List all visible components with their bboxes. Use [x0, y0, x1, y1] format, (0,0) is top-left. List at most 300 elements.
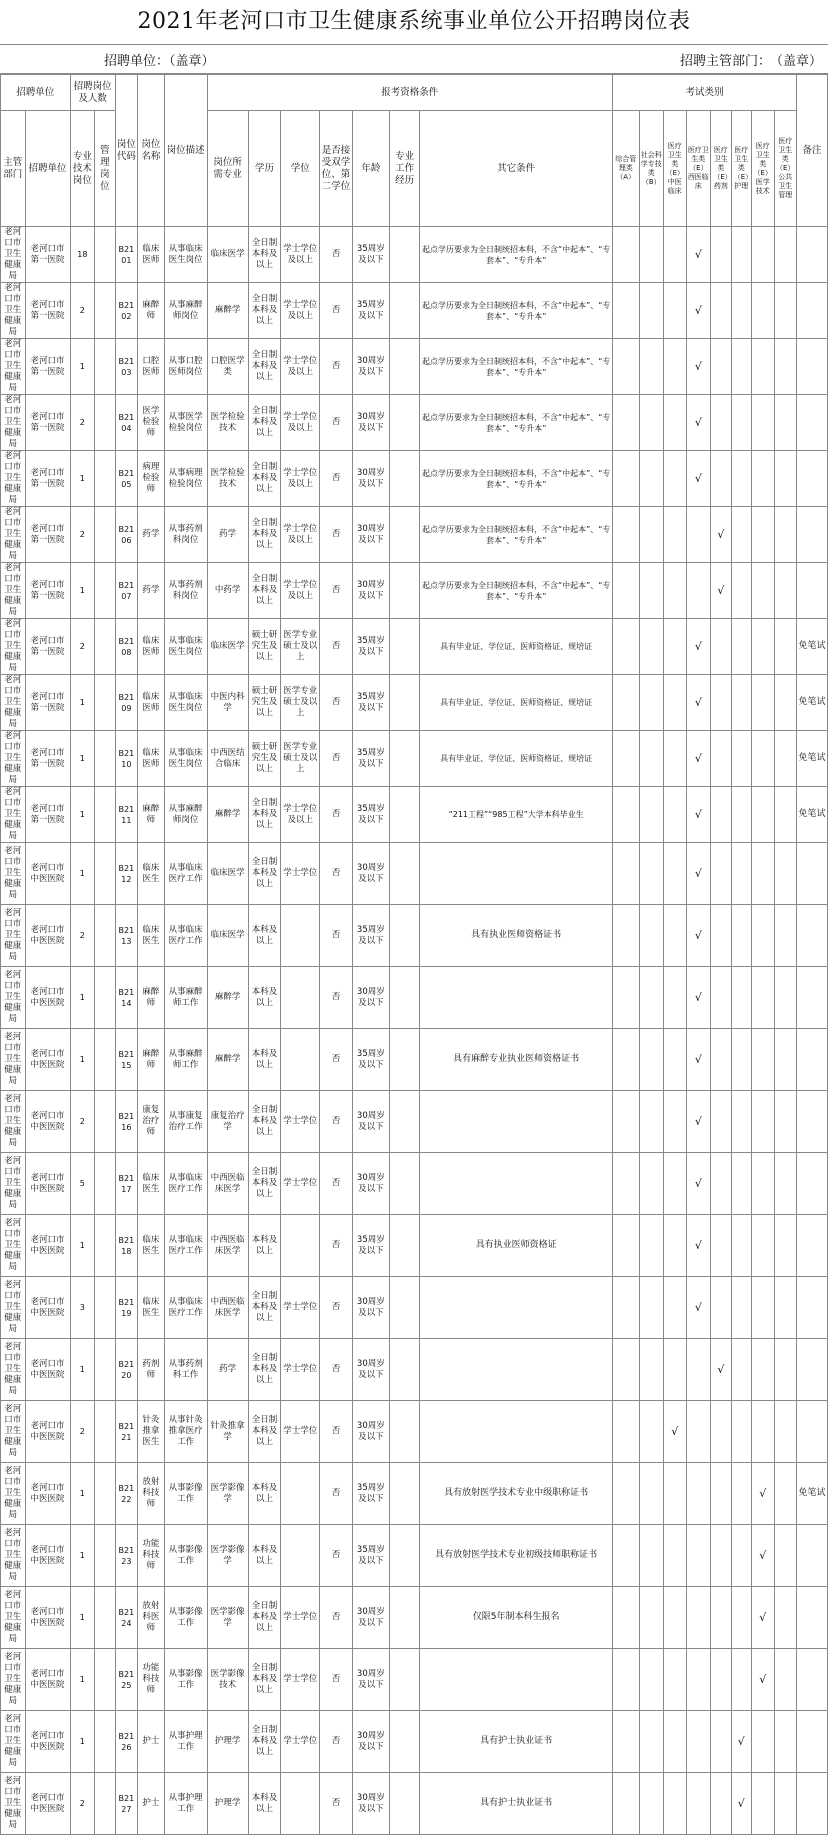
tech-count-cell: 2 [70, 395, 95, 451]
dept-cell: 老河口市卫生健康局 [1, 1153, 26, 1215]
major-cell: 药学 [207, 1339, 248, 1401]
degree-cell: 学士学位及以上 [281, 451, 320, 507]
post-desc-cell: 从事临床医生岗位 [164, 227, 207, 283]
post-name-cell: 临床医师 [138, 731, 165, 787]
exam-cat-tech-cell: √ [752, 1649, 775, 1711]
mgmt-count-cell [95, 1091, 115, 1153]
exam-cat-tech-cell [752, 1153, 775, 1215]
experience-cell [389, 1463, 420, 1525]
exam-cat-b-cell [639, 619, 664, 675]
degree-cell: 医学专业硕士及以上 [281, 619, 320, 675]
experience-cell [389, 563, 420, 619]
age-cell: 30周岁及以下 [352, 843, 389, 905]
remark-cell: 免笔试 [797, 731, 828, 787]
major-cell: 中西医临床医学 [207, 1153, 248, 1215]
exam-cat-pharm-cell [711, 1711, 731, 1773]
table-row [1, 339, 828, 395]
remark-cell: 免笔试 [797, 619, 828, 675]
degree-cell: 学士学位及以上 [281, 787, 320, 843]
header-dept: 主管部门 [1, 111, 26, 227]
exam-cat-ph-cell [774, 1463, 797, 1525]
experience-cell [389, 1277, 420, 1339]
exam-cat-a-cell [612, 227, 639, 283]
second-degree-cell: 否 [320, 1339, 353, 1401]
dept-cell: 老河口市卫生健康局 [1, 1277, 26, 1339]
second-degree-cell: 否 [320, 1525, 353, 1587]
exam-cat-pharm-cell [711, 1587, 731, 1649]
mgmt-count-cell [95, 1029, 115, 1091]
tech-count-cell: 1 [70, 1339, 95, 1401]
tech-count-cell: 1 [70, 787, 95, 843]
exam-cat-nurse-cell [731, 1587, 751, 1649]
degree-cell: 学士学位及以上 [281, 395, 320, 451]
header-cat-a: 综合管理类（A） [612, 111, 639, 227]
mgmt-count-cell [95, 1525, 115, 1587]
major-cell: 麻醉学 [207, 1029, 248, 1091]
second-degree-cell: 否 [320, 339, 353, 395]
unit-cell: 老河口市第一医院 [25, 339, 70, 395]
second-degree-cell: 否 [320, 283, 353, 339]
post-name-cell: 临床医生 [138, 1153, 165, 1215]
post-code-cell: B2120 [115, 1339, 138, 1401]
exam-cat-a-cell [612, 1339, 639, 1401]
age-cell: 35周岁及以下 [352, 1463, 389, 1525]
age-cell: 35周岁及以下 [352, 1215, 389, 1277]
post-desc-cell: 从事医学检验岗位 [164, 395, 207, 451]
other-conditions-cell [420, 1153, 612, 1215]
tech-count-cell: 1 [70, 843, 95, 905]
major-cell: 护理学 [207, 1773, 248, 1835]
exam-cat-a-cell [612, 507, 639, 563]
recruit-unit-seal-label: 招聘单位：（盖章） [104, 54, 215, 69]
dept-cell: 老河口市卫生健康局 [1, 339, 26, 395]
age-cell: 35周岁及以下 [352, 675, 389, 731]
education-cell: 硕士研究生及以上 [248, 619, 281, 675]
age-cell: 30周岁及以下 [352, 563, 389, 619]
exam-cat-tcm-cell [664, 283, 687, 339]
age-cell: 30周岁及以下 [352, 1401, 389, 1463]
post-name-cell: 康复治疗师 [138, 1091, 165, 1153]
table-row [1, 227, 828, 283]
tech-count-cell: 1 [70, 1029, 95, 1091]
exam-cat-nurse-cell [731, 563, 751, 619]
exam-cat-wm-cell: √ [686, 787, 711, 843]
post-name-cell: 临床医生 [138, 1277, 165, 1339]
exam-cat-a-cell [612, 283, 639, 339]
post-code-cell: B2121 [115, 1401, 138, 1463]
education-cell: 全日制本科及以上 [248, 843, 281, 905]
mgmt-count-cell [95, 787, 115, 843]
remark-cell [797, 451, 828, 507]
exam-cat-tech-cell [752, 731, 775, 787]
table-header [1, 75, 828, 227]
second-degree-cell: 否 [320, 1091, 353, 1153]
post-name-cell: 病理检验师 [138, 451, 165, 507]
exam-cat-tcm-cell [664, 1711, 687, 1773]
second-degree-cell: 否 [320, 227, 353, 283]
unit-cell: 老河口市中医医院 [25, 1029, 70, 1091]
age-cell: 30周岁及以下 [352, 451, 389, 507]
major-cell: 医学检验技术 [207, 395, 248, 451]
post-code-cell: B2110 [115, 731, 138, 787]
post-code-cell: B2102 [115, 283, 138, 339]
experience-cell [389, 1711, 420, 1773]
post-name-cell: 麻醉师 [138, 967, 165, 1029]
tech-count-cell: 1 [70, 1525, 95, 1587]
degree-cell: 学士学位 [281, 1153, 320, 1215]
degree-cell: 学士学位及以上 [281, 227, 320, 283]
dept-cell: 老河口市卫生健康局 [1, 451, 26, 507]
age-cell: 35周岁及以下 [352, 227, 389, 283]
exam-cat-ph-cell [774, 787, 797, 843]
exam-cat-tcm-cell [664, 395, 687, 451]
exam-cat-tech-cell [752, 1401, 775, 1463]
exam-cat-pharm-cell [711, 967, 731, 1029]
age-cell: 35周岁及以下 [352, 619, 389, 675]
experience-cell [389, 1091, 420, 1153]
exam-cat-wm-cell: √ [686, 339, 711, 395]
table-row [1, 1649, 828, 1711]
experience-cell [389, 339, 420, 395]
other-conditions-cell [420, 1339, 612, 1401]
post-code-cell: B2127 [115, 1773, 138, 1835]
exam-cat-wm-cell [686, 1649, 711, 1711]
table-row [1, 675, 828, 731]
second-degree-cell: 否 [320, 1029, 353, 1091]
post-code-cell: B2105 [115, 451, 138, 507]
degree-cell [281, 1215, 320, 1277]
degree-cell: 学士学位 [281, 843, 320, 905]
exam-cat-ph-cell [774, 731, 797, 787]
post-desc-cell: 从事临床医生岗位 [164, 619, 207, 675]
major-cell: 临床医学 [207, 843, 248, 905]
unit-cell: 老河口市第一医院 [25, 283, 70, 339]
other-conditions-cell [420, 1401, 612, 1463]
exam-cat-a-cell [612, 843, 639, 905]
degree-cell [281, 1029, 320, 1091]
post-code-cell: B2108 [115, 619, 138, 675]
table-row [1, 1711, 828, 1773]
mgmt-count-cell [95, 1463, 115, 1525]
exam-cat-ph-cell [774, 967, 797, 1029]
age-cell: 30周岁及以下 [352, 507, 389, 563]
exam-cat-pharm-cell [711, 1525, 731, 1587]
exam-cat-wm-cell: √ [686, 905, 711, 967]
tech-count-cell: 2 [70, 1091, 95, 1153]
other-conditions-cell: 具有放射医学技术专业中级职称证书 [420, 1463, 612, 1525]
major-cell: 针灸推拿学 [207, 1401, 248, 1463]
exam-cat-pharm-cell [711, 731, 731, 787]
exam-cat-wm-cell [686, 1525, 711, 1587]
exam-cat-wm-cell: √ [686, 1215, 711, 1277]
experience-cell [389, 843, 420, 905]
remark-cell [797, 1649, 828, 1711]
tech-count-cell: 2 [70, 283, 95, 339]
exam-cat-pharm-cell [711, 1029, 731, 1091]
other-conditions-cell: 具有执业医师资格证书 [420, 905, 612, 967]
degree-cell [281, 1773, 320, 1835]
tech-count-cell: 1 [70, 563, 95, 619]
exam-cat-b-cell [639, 507, 664, 563]
tech-count-cell: 1 [70, 1587, 95, 1649]
exam-cat-tcm-cell [664, 1649, 687, 1711]
major-cell: 中西医临床医学 [207, 1215, 248, 1277]
dept-cell: 老河口市卫生健康局 [1, 787, 26, 843]
second-degree-cell: 否 [320, 787, 353, 843]
second-degree-cell: 否 [320, 1215, 353, 1277]
exam-cat-ph-cell [774, 1339, 797, 1401]
exam-cat-wm-cell: √ [686, 1153, 711, 1215]
degree-cell: 学士学位 [281, 1711, 320, 1773]
degree-cell: 学士学位 [281, 1277, 320, 1339]
post-name-cell: 临床医生 [138, 843, 165, 905]
education-cell: 本科及以上 [248, 967, 281, 1029]
table-row [1, 507, 828, 563]
exam-cat-nurse-cell [731, 395, 751, 451]
major-cell: 中西医结合临床 [207, 731, 248, 787]
exam-cat-tcm-cell [664, 787, 687, 843]
major-cell: 麻醉学 [207, 787, 248, 843]
other-conditions-cell: “211工程”“985工程”大学本科毕业生 [420, 787, 612, 843]
dept-cell: 老河口市卫生健康局 [1, 1649, 26, 1711]
post-desc-cell: 从事临床医疗工作 [164, 1215, 207, 1277]
exam-cat-tech-cell [752, 563, 775, 619]
second-degree-cell: 否 [320, 731, 353, 787]
dept-label: 招聘主管部门： [680, 54, 772, 69]
exam-cat-b-cell [639, 227, 664, 283]
mgmt-count-cell [95, 843, 115, 905]
exam-cat-ph-cell [774, 1587, 797, 1649]
exam-cat-nurse-cell [731, 1215, 751, 1277]
header-recruit-unit: 招聘单位 [1, 75, 71, 111]
dept-cell: 老河口市卫生健康局 [1, 675, 26, 731]
second-degree-cell: 否 [320, 675, 353, 731]
mgmt-count-cell [95, 731, 115, 787]
tech-count-cell: 2 [70, 507, 95, 563]
dept-cell: 老河口市卫生健康局 [1, 619, 26, 675]
exam-cat-wm-cell [686, 1401, 711, 1463]
major-cell: 口腔医学类 [207, 339, 248, 395]
second-degree-cell: 否 [320, 395, 353, 451]
remark-cell [797, 905, 828, 967]
post-desc-cell: 从事影像工作 [164, 1587, 207, 1649]
exam-cat-ph-cell [774, 1525, 797, 1587]
exam-cat-tech-cell [752, 843, 775, 905]
exam-cat-tcm-cell [664, 1153, 687, 1215]
education-cell: 全日制本科及以上 [248, 283, 281, 339]
header-tech: 专业技术岗位 [70, 111, 95, 227]
remark-cell [797, 1029, 828, 1091]
exam-cat-ph-cell [774, 1029, 797, 1091]
header-mgmt: 管理岗位 [95, 111, 115, 227]
exam-cat-b-cell [639, 843, 664, 905]
age-cell: 35周岁及以下 [352, 1029, 389, 1091]
exam-cat-wm-cell: √ [686, 967, 711, 1029]
mgmt-count-cell [95, 1401, 115, 1463]
exam-cat-ph-cell [774, 507, 797, 563]
exam-cat-nurse-cell [731, 227, 751, 283]
remark-cell [797, 507, 828, 563]
degree-cell: 医学专业硕士及以上 [281, 675, 320, 731]
unit-cell: 老河口市中医医院 [25, 967, 70, 1029]
exam-cat-tcm-cell [664, 563, 687, 619]
other-conditions-cell: 具有护士执业证书 [420, 1773, 612, 1835]
tech-count-cell: 1 [70, 451, 95, 507]
exam-cat-wm-cell: √ [686, 731, 711, 787]
dept-cell: 老河口市卫生健康局 [1, 731, 26, 787]
header-cat-e-ph: 医疗卫生类（E）公共卫生管理 [774, 111, 797, 227]
exam-cat-tcm-cell [664, 507, 687, 563]
table-row [1, 619, 828, 675]
exam-cat-tech-cell: √ [752, 1587, 775, 1649]
remark-cell [797, 339, 828, 395]
unit-cell: 老河口市中医医院 [25, 1277, 70, 1339]
header-headcount: 招聘岗位及人数 [70, 75, 115, 111]
post-code-cell: B2101 [115, 227, 138, 283]
exam-cat-nurse-cell [731, 1525, 751, 1587]
exam-cat-b-cell [639, 1587, 664, 1649]
exam-cat-tcm-cell [664, 1525, 687, 1587]
education-cell: 本科及以上 [248, 1773, 281, 1835]
age-cell: 30周岁及以下 [352, 1339, 389, 1401]
degree-cell: 学士学位 [281, 1339, 320, 1401]
table-row [1, 283, 828, 339]
exam-cat-nurse-cell [731, 1401, 751, 1463]
table-row [1, 563, 828, 619]
table-row [1, 1029, 828, 1091]
exam-cat-nurse-cell [731, 1339, 751, 1401]
education-cell: 全日制本科及以上 [248, 1711, 281, 1773]
other-conditions-cell: 具有毕业证、学位证、医师资格证、规培证 [420, 731, 612, 787]
exam-cat-wm-cell: √ [686, 843, 711, 905]
exam-cat-a-cell [612, 731, 639, 787]
exam-cat-b-cell [639, 1339, 664, 1401]
exam-cat-tech-cell [752, 339, 775, 395]
unit-cell: 老河口市中医医院 [25, 1401, 70, 1463]
second-degree-cell: 否 [320, 1649, 353, 1711]
header-cat-e-wm: 医疗卫生类（E）西医临床 [686, 111, 711, 227]
header-post-desc: 岗位描述 [164, 75, 207, 227]
exam-cat-ph-cell [774, 339, 797, 395]
exam-cat-tcm-cell [664, 339, 687, 395]
table-row [1, 451, 828, 507]
exam-cat-tcm-cell [664, 619, 687, 675]
post-code-cell: B2111 [115, 787, 138, 843]
dept-cell: 老河口市卫生健康局 [1, 1587, 26, 1649]
tech-count-cell: 1 [70, 967, 95, 1029]
exam-cat-ph-cell [774, 1153, 797, 1215]
mgmt-count-cell [95, 563, 115, 619]
dept-cell: 老河口市卫生健康局 [1, 1773, 26, 1835]
header-cat-e-tcm: 医疗卫生类（E）中医临床 [664, 111, 687, 227]
age-cell: 35周岁及以下 [352, 1525, 389, 1587]
degree-cell: 学士学位 [281, 1587, 320, 1649]
header-remark: 备注 [797, 75, 828, 227]
exam-cat-a-cell [612, 1649, 639, 1711]
exam-cat-ph-cell [774, 563, 797, 619]
exam-cat-a-cell [612, 905, 639, 967]
post-name-cell: 麻醉师 [138, 283, 165, 339]
exam-cat-nurse-cell [731, 843, 751, 905]
major-cell: 护理学 [207, 1711, 248, 1773]
dept-cell: 老河口市卫生健康局 [1, 563, 26, 619]
dept-cell: 老河口市卫生健康局 [1, 1401, 26, 1463]
exam-cat-nurse-cell [731, 1091, 751, 1153]
exam-cat-ph-cell [774, 1215, 797, 1277]
exam-cat-ph-cell [774, 1091, 797, 1153]
table-row [1, 1463, 828, 1525]
other-conditions-cell: 具有放射医学技术专业初级技师职称证书 [420, 1525, 612, 1587]
major-cell: 医学影像技术 [207, 1649, 248, 1711]
exam-cat-b-cell [639, 905, 664, 967]
post-code-cell: B2124 [115, 1587, 138, 1649]
education-cell: 本科及以上 [248, 905, 281, 967]
header-major: 岗位所需专业 [207, 111, 248, 227]
education-cell: 全日制本科及以上 [248, 1401, 281, 1463]
unit-cell: 老河口市中医医院 [25, 1215, 70, 1277]
post-name-cell: 药学 [138, 507, 165, 563]
exam-cat-nurse-cell [731, 1277, 751, 1339]
exam-cat-tech-cell [752, 905, 775, 967]
dept-cell: 老河口市卫生健康局 [1, 1215, 26, 1277]
exam-cat-b-cell [639, 1277, 664, 1339]
exam-cat-nurse-cell [731, 619, 751, 675]
exam-cat-tcm-cell [664, 451, 687, 507]
remark-cell: 免笔试 [797, 675, 828, 731]
other-conditions-cell: 仅限5年制本科生报名 [420, 1587, 612, 1649]
education-cell: 本科及以上 [248, 1215, 281, 1277]
post-desc-cell: 从事临床医疗工作 [164, 1153, 207, 1215]
major-cell: 医学检验技术 [207, 451, 248, 507]
experience-cell [389, 1525, 420, 1587]
exam-cat-pharm-cell [711, 905, 731, 967]
exam-cat-wm-cell [686, 1711, 711, 1773]
tech-count-cell: 2 [70, 1401, 95, 1463]
age-cell: 30周岁及以下 [352, 1711, 389, 1773]
post-name-cell: 临床医生 [138, 905, 165, 967]
unit-cell: 老河口市中医医院 [25, 1649, 70, 1711]
major-cell: 麻醉学 [207, 967, 248, 1029]
exam-cat-pharm-cell [711, 1153, 731, 1215]
exam-cat-pharm-cell [711, 1773, 731, 1835]
exam-cat-ph-cell [774, 1711, 797, 1773]
tech-count-cell: 1 [70, 1649, 95, 1711]
exam-cat-tech-cell [752, 1339, 775, 1401]
age-cell: 30周岁及以下 [352, 395, 389, 451]
exam-cat-tech-cell [752, 1277, 775, 1339]
exam-cat-wm-cell [686, 1339, 711, 1401]
exam-cat-tech-cell: √ [752, 1525, 775, 1587]
exam-cat-wm-cell: √ [686, 227, 711, 283]
dept-cell: 老河口市卫生健康局 [1, 1463, 26, 1525]
tech-count-cell: 1 [70, 1463, 95, 1525]
unit-cell: 老河口市第一医院 [25, 563, 70, 619]
experience-cell [389, 1587, 420, 1649]
post-code-cell: B2106 [115, 507, 138, 563]
experience-cell [389, 675, 420, 731]
unit-cell: 老河口市第一医院 [25, 507, 70, 563]
exam-cat-a-cell [612, 1525, 639, 1587]
exam-cat-nurse-cell [731, 451, 751, 507]
major-cell: 医学影像学 [207, 1463, 248, 1525]
exam-cat-tcm-cell: √ [664, 1401, 687, 1463]
age-cell: 30周岁及以下 [352, 1587, 389, 1649]
unit-cell: 老河口市第一医院 [25, 675, 70, 731]
unit-cell: 老河口市中医医院 [25, 1091, 70, 1153]
degree-cell: 学士学位 [281, 1649, 320, 1711]
dept-cell: 老河口市卫生健康局 [1, 1711, 26, 1773]
post-name-cell: 临床医师 [138, 227, 165, 283]
